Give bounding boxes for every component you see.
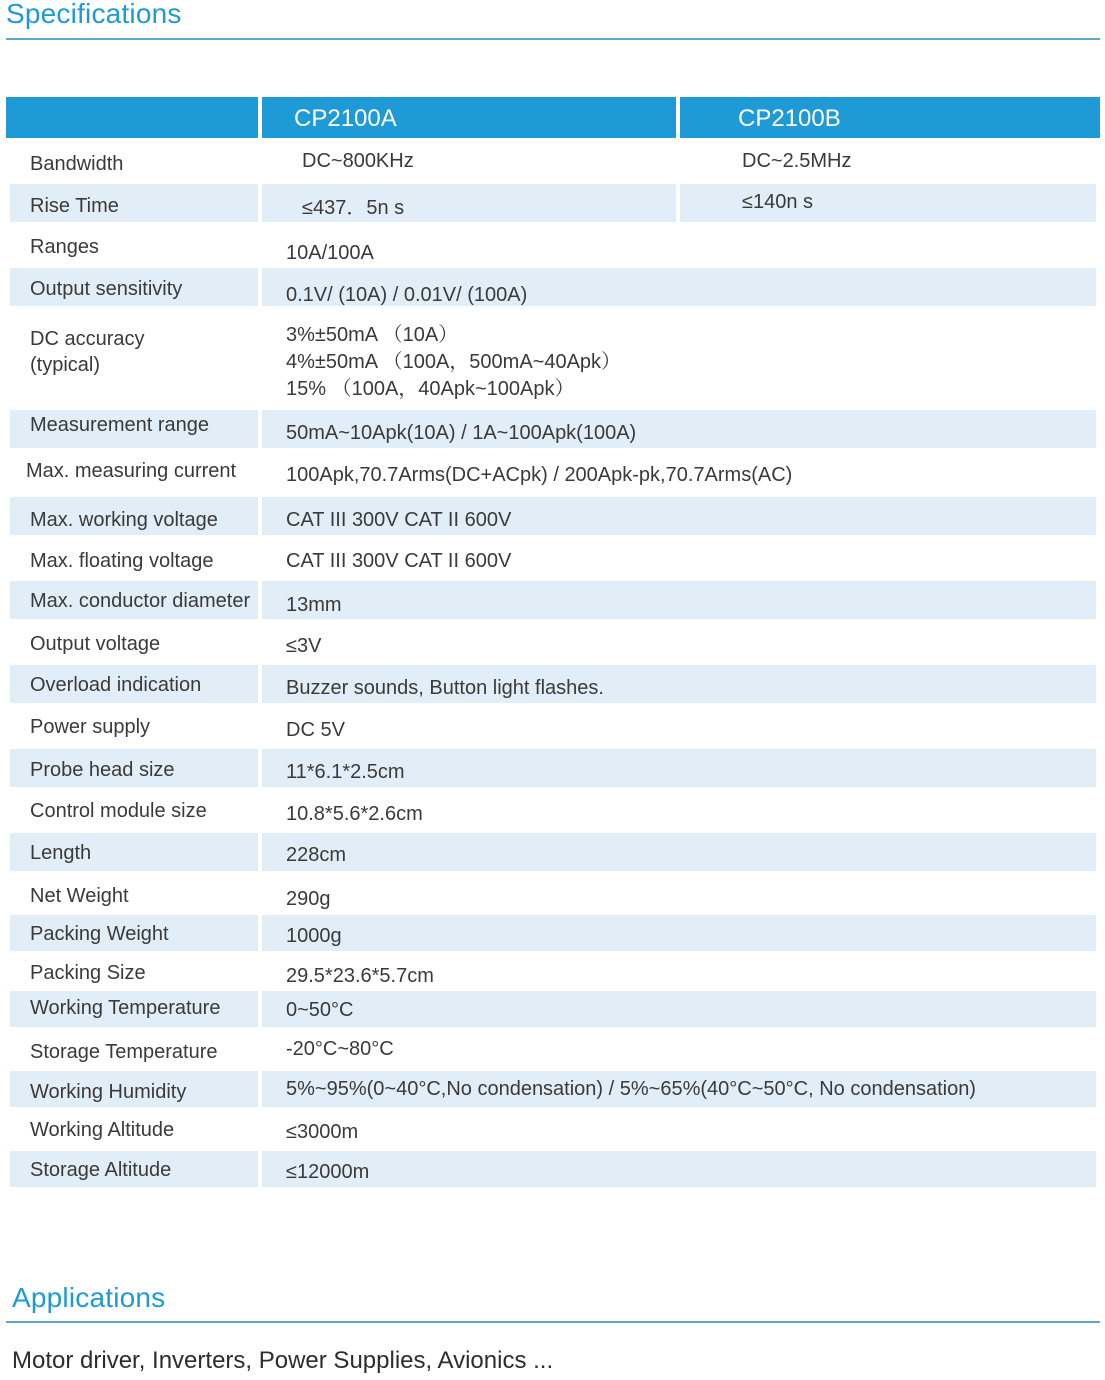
row-label: Measurement range bbox=[30, 414, 209, 436]
header-model-a bbox=[262, 97, 676, 138]
row-label: Net Weight bbox=[30, 885, 129, 907]
table-row bbox=[6, 789, 1100, 831]
row-value: 0~50°C bbox=[286, 999, 354, 1021]
row-value-line: 15% （100A，40Apk~100Apk） bbox=[286, 378, 575, 400]
row-label: Ranges bbox=[30, 236, 99, 258]
row-value: 100Apk,70.7Arms(DC+ACpk) / 200Apk-pk,70.7Arms(AC) bbox=[286, 464, 793, 486]
table-row bbox=[6, 579, 1100, 621]
row-label-line: (typical) bbox=[30, 354, 101, 376]
row-value: 5%~95%(0~40°C,No condensation) / 5%~65%(40°C~50°C, No condensation) bbox=[286, 1078, 976, 1100]
row-label: Probe head size bbox=[30, 759, 175, 781]
applications-divider bbox=[6, 1321, 1100, 1323]
table-row bbox=[6, 1029, 1100, 1069]
row-value: DC 5V bbox=[286, 719, 345, 741]
row-value-line: 4%±50mA （100A，500mA~40Apk） bbox=[286, 351, 622, 373]
row-label: Storage Temperature bbox=[30, 1041, 218, 1063]
applications-title: Applications bbox=[12, 1282, 166, 1313]
table-row bbox=[6, 1069, 1100, 1109]
table-row bbox=[6, 408, 1100, 450]
table-row bbox=[6, 913, 1100, 953]
row-value: 13mm bbox=[286, 594, 342, 616]
table-row bbox=[6, 705, 1100, 747]
applications-text: Motor driver, Inverters, Power Supplies, Avionics ... bbox=[12, 1347, 554, 1374]
table-row bbox=[6, 142, 1100, 182]
table-row bbox=[6, 953, 1100, 989]
table-row bbox=[6, 663, 1100, 705]
header-model-b bbox=[680, 97, 1100, 138]
row-value: Buzzer sounds, Button light flashes. bbox=[286, 677, 604, 699]
row-label bbox=[30, 326, 144, 378]
table-row bbox=[6, 495, 1100, 537]
table-row bbox=[6, 621, 1100, 663]
table-row bbox=[6, 747, 1100, 789]
row-value-a: DC~800KHz bbox=[302, 150, 414, 172]
row-label: Working Humidity bbox=[30, 1081, 187, 1103]
row-value-a: ≤437．5n s bbox=[302, 197, 405, 219]
specifications-title: Specifications bbox=[6, 0, 182, 29]
header-blank-cell bbox=[6, 97, 258, 138]
header-model-b-label: CP2100B bbox=[738, 105, 841, 132]
row-value: ≤12000m bbox=[286, 1161, 370, 1183]
row-value: 11*6.1*2.5cm bbox=[286, 761, 405, 783]
row-value: 228cm bbox=[286, 844, 347, 866]
row-value: 10A/100A bbox=[286, 242, 374, 264]
table-row bbox=[6, 266, 1100, 308]
table-row bbox=[6, 873, 1100, 913]
row-value-b: ≤140n s bbox=[742, 191, 814, 213]
row-value: ≤3V bbox=[286, 635, 322, 657]
row-label: Storage Altitude bbox=[30, 1159, 172, 1181]
row-label-line: DC accuracy bbox=[30, 328, 145, 350]
row-value: 29.5*23.6*5.7cm bbox=[286, 965, 434, 987]
row-label: Output sensitivity bbox=[30, 278, 183, 300]
row-label: Packing Size bbox=[30, 962, 146, 984]
row-value bbox=[286, 322, 621, 403]
table-row bbox=[6, 224, 1100, 266]
table-row bbox=[6, 450, 1100, 495]
row-label: Working Temperature bbox=[30, 997, 221, 1019]
row-label: Bandwidth bbox=[30, 153, 124, 175]
row-label: Control module size bbox=[30, 800, 207, 822]
table-row bbox=[6, 308, 1100, 408]
row-value: CAT III 300V CAT II 600V bbox=[286, 509, 512, 531]
row-label: Max. working voltage bbox=[30, 509, 218, 531]
table-row bbox=[6, 537, 1100, 579]
table-row bbox=[6, 1109, 1100, 1149]
row-label: Max. floating voltage bbox=[30, 550, 214, 572]
row-label: Output voltage bbox=[30, 633, 161, 655]
specifications-divider bbox=[6, 38, 1100, 40]
row-value: 50mA~10Apk(10A) / 1A~100Apk(100A) bbox=[286, 422, 637, 444]
row-value-line: 3%±50mA （10A） bbox=[286, 324, 459, 346]
row-value: 0.1V/ (10A) / 0.01V/ (100A) bbox=[286, 284, 528, 306]
row-label: Power supply bbox=[30, 716, 151, 738]
row-label: Packing Weight bbox=[30, 923, 169, 945]
row-value: -20°C~80°C bbox=[286, 1038, 394, 1060]
row-value: 1000g bbox=[286, 925, 342, 947]
row-value: 10.8*5.6*2.6cm bbox=[286, 803, 423, 825]
table-row bbox=[6, 989, 1100, 1029]
row-value: 290g bbox=[286, 888, 331, 910]
row-label: Length bbox=[30, 842, 92, 864]
row-label: Working Altitude bbox=[30, 1119, 175, 1141]
table-row bbox=[6, 1149, 1100, 1189]
table-row bbox=[6, 182, 1100, 224]
header-model-a-label: CP2100A bbox=[294, 105, 397, 132]
row-label: Max. measuring current bbox=[26, 460, 237, 482]
table-row bbox=[6, 831, 1100, 873]
row-value: ≤3000m bbox=[286, 1121, 359, 1143]
row-label: Rise Time bbox=[30, 195, 119, 217]
row-label: Max. conductor diameter bbox=[30, 590, 251, 612]
row-label: Overload indication bbox=[30, 674, 202, 696]
row-value: CAT III 300V CAT II 600V bbox=[286, 550, 512, 572]
row-value-b: DC~2.5MHz bbox=[742, 150, 852, 172]
